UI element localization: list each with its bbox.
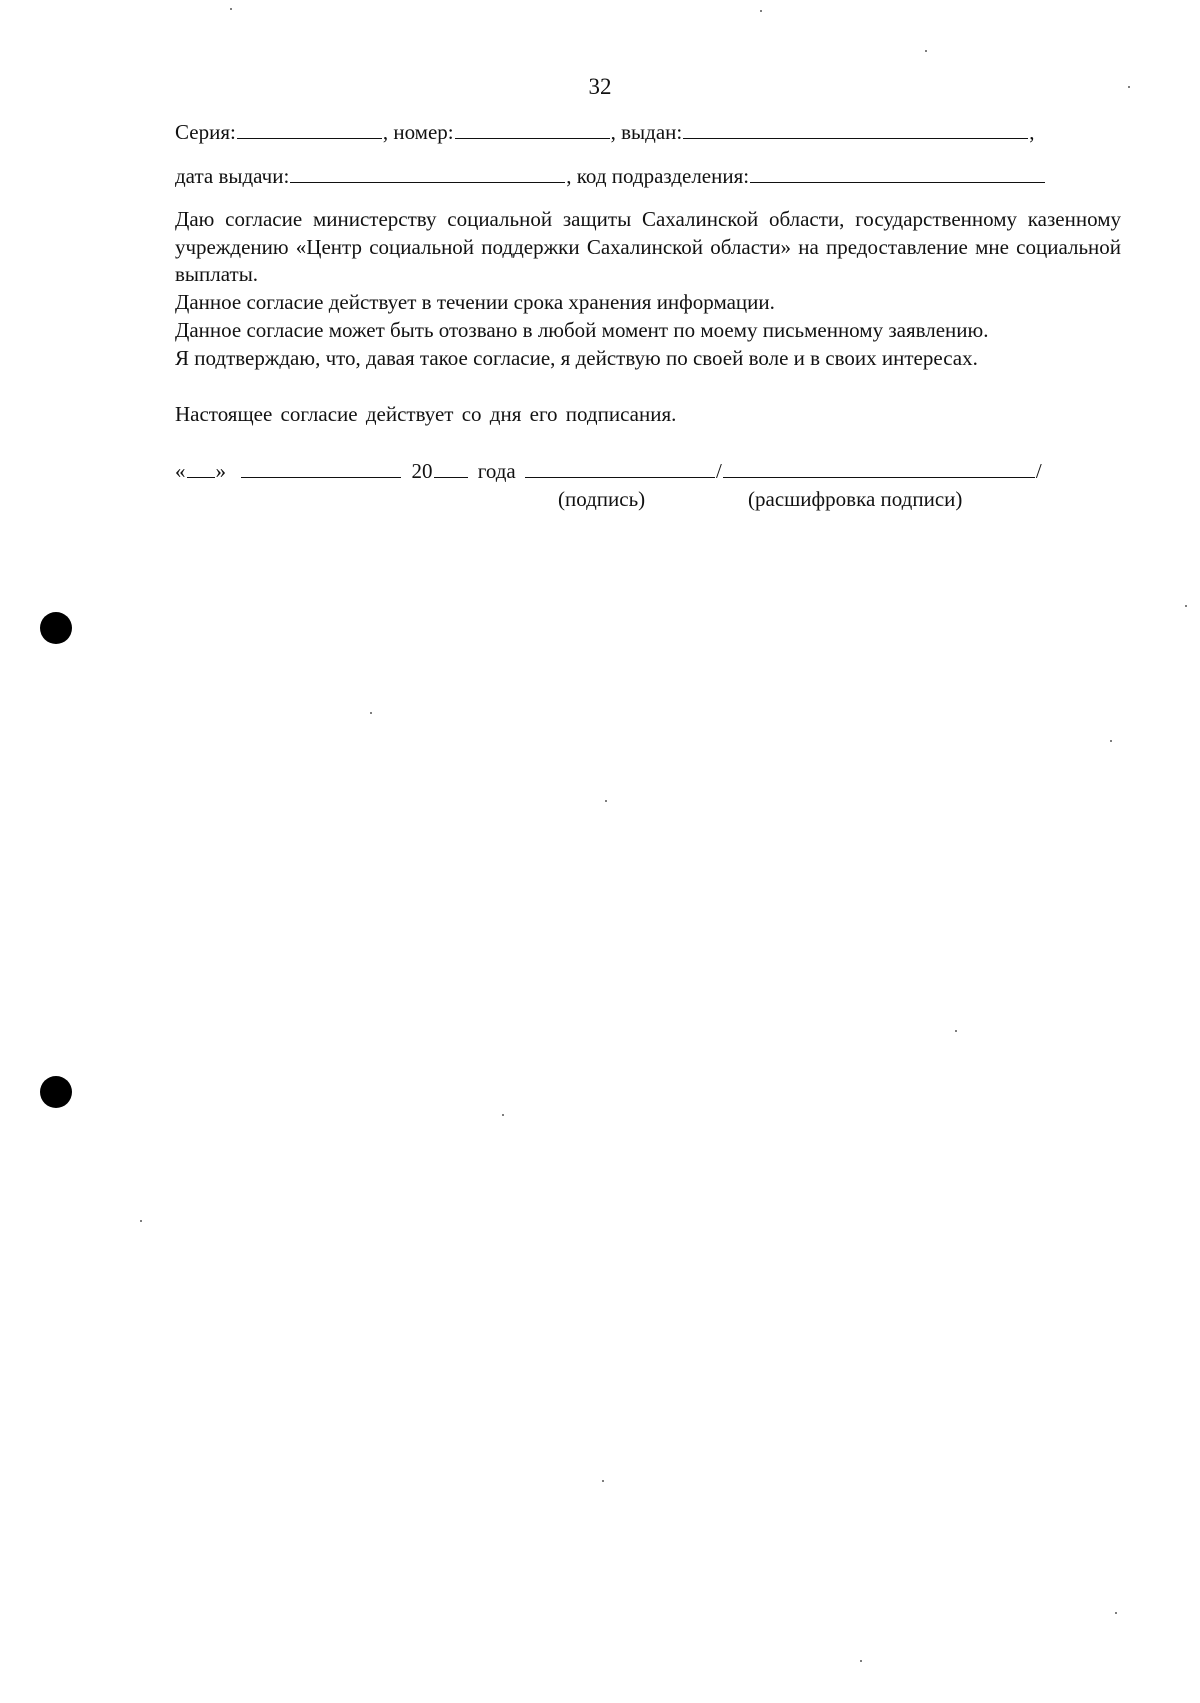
signature-decoding-field[interactable] (723, 457, 1035, 478)
division-code-label: , код подразделения: (566, 164, 750, 188)
scan-speck (1128, 86, 1130, 88)
end-comma: , (1029, 120, 1035, 144)
close-quote: » (215, 459, 226, 483)
issue-date-label: дата выдачи: (175, 164, 290, 188)
year-field[interactable] (434, 457, 468, 478)
signature-line (175, 457, 1042, 485)
signature-field[interactable] (525, 457, 715, 478)
issued-label: , выдан: (610, 120, 683, 144)
confirm-line: Я подтверждаю, что, давая такое согласие, я действую по своей воле и в своих интересах. (175, 346, 978, 370)
consent-paragraph: Даю согласие министерству социальной защиты Сахалинской области, государственному казенному учреждению «Центр социальной поддержки Сахалинской области» на предоставление мне социальной выплаты. (175, 207, 1121, 286)
issue-line (175, 162, 1046, 190)
page-number: 32 (588, 74, 612, 99)
validity-line: Данное согласие действует в течении срока хранения информации. (175, 290, 775, 314)
scan-speck (1110, 740, 1112, 742)
scan-speck (1115, 1612, 1117, 1614)
scan-speck (605, 800, 607, 802)
punch-hole-top (40, 612, 72, 644)
open-quote: « (175, 459, 186, 483)
scan-speck (602, 1480, 604, 1482)
year-suffix: года (477, 459, 516, 483)
effective-line: Настоящее согласие действует со дня его подписания. (175, 402, 677, 426)
issue-date-field[interactable] (290, 162, 565, 183)
series-label: Серия: (175, 120, 236, 144)
day-field[interactable] (187, 457, 215, 478)
division-code-field[interactable] (750, 162, 1045, 183)
scan-speck (370, 712, 372, 714)
decoding-caption: (расшифровка подписи) (748, 487, 963, 511)
revoke-line: Данное согласие может быть отозвано в любой момент по моему письменному заявлению. (175, 318, 989, 342)
scan-speck (140, 1220, 142, 1222)
slash-right: / (1035, 459, 1042, 483)
issued-by-field[interactable] (683, 118, 1028, 139)
series-field[interactable] (237, 118, 382, 139)
year-prefix: 20 (411, 459, 433, 483)
punch-hole-bottom (40, 1076, 72, 1108)
scan-speck (955, 1030, 957, 1032)
scan-speck (925, 50, 927, 52)
signature-caption: (подпись) (558, 487, 646, 511)
number-field[interactable] (455, 118, 610, 139)
slash-left: / (716, 459, 722, 483)
scan-speck (860, 1660, 862, 1662)
scan-speck (760, 10, 762, 12)
scan-speck (1185, 605, 1187, 607)
scan-speck (502, 1114, 504, 1116)
scan-speck (230, 8, 232, 10)
month-field[interactable] (241, 457, 401, 478)
passport-line (175, 118, 1034, 146)
number-label: , номер: (382, 120, 454, 144)
